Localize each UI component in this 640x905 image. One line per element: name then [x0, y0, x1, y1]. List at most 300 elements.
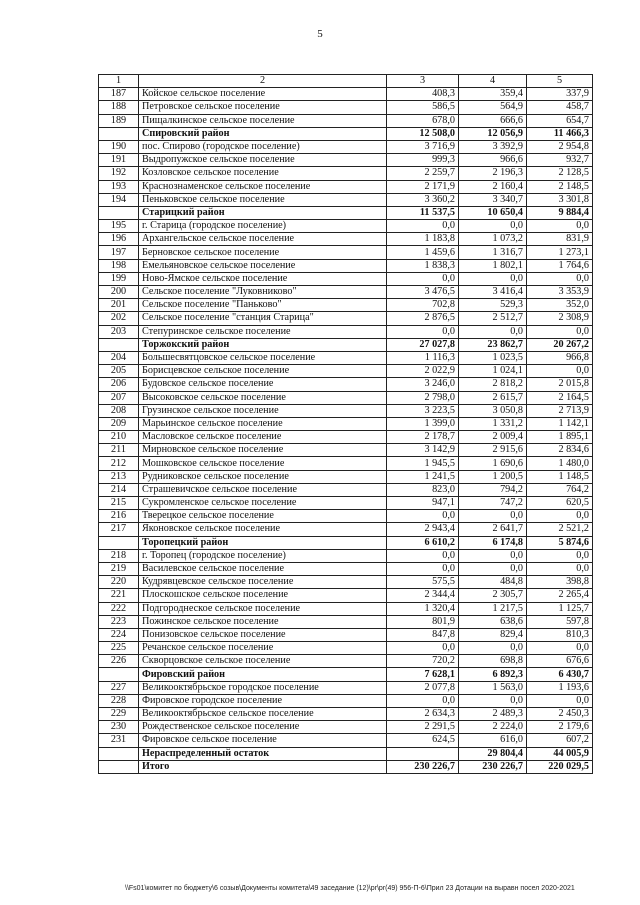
value-col3: 1 459,6: [387, 246, 459, 259]
settlement-name: пос. Спирово (городское поселение): [139, 140, 387, 153]
value-col4: 1 331,2: [459, 417, 527, 430]
value-col3: [387, 747, 459, 760]
row-number: 199: [99, 272, 139, 285]
value-col4: 0,0: [459, 510, 527, 523]
row-number: 190: [99, 140, 139, 153]
row-number: 212: [99, 457, 139, 470]
table-row: [99, 154, 593, 167]
value-col3: 2 077,8: [387, 681, 459, 694]
value-col4: 0,0: [459, 325, 527, 338]
value-col3: 12 508,0: [387, 127, 459, 140]
settlement-name: Рождественское сельское поселение: [139, 721, 387, 734]
value-col5: 0,0: [527, 220, 593, 233]
row-number: [99, 206, 139, 219]
table-row: [99, 602, 593, 615]
row-number: 216: [99, 510, 139, 523]
value-col5: 1 148,5: [527, 470, 593, 483]
settlement-name: Фировское сельское поселение: [139, 734, 387, 747]
value-col4: 616,0: [459, 734, 527, 747]
settlement-name: Торжокский район: [139, 338, 387, 351]
table-row: [99, 193, 593, 206]
table-row: [99, 497, 593, 510]
settlement-name: Плоскошское сельское поселение: [139, 589, 387, 602]
value-col3: 999,3: [387, 154, 459, 167]
value-col5: 3 353,9: [527, 286, 593, 299]
row-number: 227: [99, 681, 139, 694]
table-row: [99, 721, 593, 734]
row-number: [99, 536, 139, 549]
table-row: [99, 404, 593, 417]
value-col3: 408,3: [387, 88, 459, 101]
value-col5: 2 164,5: [527, 391, 593, 404]
row-number: 207: [99, 391, 139, 404]
row-number: 205: [99, 365, 139, 378]
value-col5: 6 430,7: [527, 668, 593, 681]
row-number: [99, 338, 139, 351]
value-col3: 624,5: [387, 734, 459, 747]
value-col3: 0,0: [387, 642, 459, 655]
value-col5: 966,8: [527, 351, 593, 364]
table-row: [99, 431, 593, 444]
settlement-name: Козловское сельское поселение: [139, 167, 387, 180]
row-number: 224: [99, 628, 139, 641]
table-row: [99, 325, 593, 338]
row-number: 189: [99, 114, 139, 127]
row-number: 188: [99, 101, 139, 114]
row-number: 196: [99, 233, 139, 246]
table-row: [99, 549, 593, 562]
row-number: [99, 668, 139, 681]
table-row: [99, 483, 593, 496]
row-number: 197: [99, 246, 139, 259]
value-col4: 23 862,7: [459, 338, 527, 351]
value-col3: 678,0: [387, 114, 459, 127]
value-col3: 1 320,4: [387, 602, 459, 615]
value-col4: 747,2: [459, 497, 527, 510]
value-col4: 1 690,6: [459, 457, 527, 470]
row-number: 219: [99, 562, 139, 575]
value-col5: 0,0: [527, 365, 593, 378]
district-row: [99, 338, 593, 351]
settlement-name: Высоковское сельское поселение: [139, 391, 387, 404]
value-col5: 2 265,4: [527, 589, 593, 602]
table-row: [99, 444, 593, 457]
value-col3: 1 183,8: [387, 233, 459, 246]
value-col4: 638,6: [459, 615, 527, 628]
value-col5: 932,7: [527, 154, 593, 167]
table-row: [99, 220, 593, 233]
row-number: 215: [99, 497, 139, 510]
value-col3: 2 634,3: [387, 708, 459, 721]
value-col3: 1 116,3: [387, 351, 459, 364]
total-row: [99, 747, 593, 760]
row-number: 204: [99, 351, 139, 364]
settlement-name: Петровское сельское поселение: [139, 101, 387, 114]
district-row: [99, 536, 593, 549]
row-number: 198: [99, 259, 139, 272]
value-col5: 620,5: [527, 497, 593, 510]
value-col5: 2 148,5: [527, 180, 593, 193]
value-col4: 2 009,4: [459, 431, 527, 444]
value-col4: 0,0: [459, 694, 527, 707]
value-col4: 2 615,7: [459, 391, 527, 404]
settlement-name: Мошковское сельское поселение: [139, 457, 387, 470]
table-row: [99, 180, 593, 193]
table-row: [99, 140, 593, 153]
value-col3: 575,5: [387, 576, 459, 589]
row-number: 211: [99, 444, 139, 457]
value-col4: 6 892,3: [459, 668, 527, 681]
settlement-name: Фировский район: [139, 668, 387, 681]
row-number: 230: [99, 721, 139, 734]
value-col3: 2 171,9: [387, 180, 459, 193]
value-col4: 6 174,8: [459, 536, 527, 549]
table-row: [99, 233, 593, 246]
table-row: [99, 88, 593, 101]
value-col4: 29 804,4: [459, 747, 527, 760]
value-col4: 2 818,2: [459, 378, 527, 391]
total-row: [99, 760, 593, 773]
table-row: [99, 365, 593, 378]
row-number: 226: [99, 655, 139, 668]
value-col4: 3 050,8: [459, 404, 527, 417]
settlement-name: Сельское поселение "станция Старица": [139, 312, 387, 325]
row-number: 203: [99, 325, 139, 338]
settlement-name: Торопецкий район: [139, 536, 387, 549]
value-col5: 44 005,9: [527, 747, 593, 760]
column-header: 3: [387, 75, 459, 88]
table-row: [99, 351, 593, 364]
value-col4: 529,3: [459, 299, 527, 312]
table-row: [99, 286, 593, 299]
value-col5: 1 142,1: [527, 417, 593, 430]
file-path-footer: \\Fs01\комитет по бюджету\6 созыв\Документы комитета\49 заседание (12)\рr\рr(49) 956-П-6\Прил 23 Дотации на выравн посел 2020-2021: [125, 885, 575, 892]
table-header-row: [99, 75, 593, 88]
value-col5: 607,2: [527, 734, 593, 747]
column-header: 1: [99, 75, 139, 88]
value-col3: 230 226,7: [387, 760, 459, 773]
table-row: [99, 681, 593, 694]
settlement-name: Марьинское сельское поселение: [139, 417, 387, 430]
table-row: [99, 470, 593, 483]
value-col4: 2 489,3: [459, 708, 527, 721]
value-col4: 3 340,7: [459, 193, 527, 206]
value-col3: 2 259,7: [387, 167, 459, 180]
table-row: [99, 642, 593, 655]
value-col3: 3 476,5: [387, 286, 459, 299]
table-row: [99, 708, 593, 721]
row-number: 229: [99, 708, 139, 721]
value-col3: 2 291,5: [387, 721, 459, 734]
district-row: [99, 206, 593, 219]
table-row: [99, 510, 593, 523]
value-col4: 2 196,3: [459, 167, 527, 180]
value-col4: 1 316,7: [459, 246, 527, 259]
value-col3: 720,2: [387, 655, 459, 668]
value-col4: 0,0: [459, 549, 527, 562]
value-col3: 0,0: [387, 562, 459, 575]
value-col4: 2 160,4: [459, 180, 527, 193]
row-number: 209: [99, 417, 139, 430]
row-number: 221: [99, 589, 139, 602]
row-number: 218: [99, 549, 139, 562]
value-col4: 0,0: [459, 220, 527, 233]
value-col3: 1 838,3: [387, 259, 459, 272]
value-col3: 947,1: [387, 497, 459, 510]
row-number: 187: [99, 88, 139, 101]
settlement-name: Итого: [139, 760, 387, 773]
value-col4: 666,6: [459, 114, 527, 127]
settlement-name: Скворцовское сельское поселение: [139, 655, 387, 668]
value-col4: 698,8: [459, 655, 527, 668]
value-col4: 1 563,0: [459, 681, 527, 694]
settlement-name: Масловское сельское поселение: [139, 431, 387, 444]
value-col5: 831,9: [527, 233, 593, 246]
table-row: [99, 378, 593, 391]
value-col4: 2 915,6: [459, 444, 527, 457]
value-col4: 1 217,5: [459, 602, 527, 615]
settlement-name: Койское сельское поселение: [139, 88, 387, 101]
value-col4: 966,6: [459, 154, 527, 167]
settlement-name: Сельское поселение "Паньково": [139, 299, 387, 312]
table-row: [99, 734, 593, 747]
value-col3: 2 022,9: [387, 365, 459, 378]
settlement-name: Пеньковское сельское поселение: [139, 193, 387, 206]
table-row: [99, 417, 593, 430]
settlement-name: Спировский район: [139, 127, 387, 140]
value-col3: 3 360,2: [387, 193, 459, 206]
value-col3: 2 798,0: [387, 391, 459, 404]
settlement-name: Степуринское сельское поселение: [139, 325, 387, 338]
value-col3: 27 027,8: [387, 338, 459, 351]
table-row: [99, 562, 593, 575]
column-header: 2: [139, 75, 387, 88]
value-col5: 1 125,7: [527, 602, 593, 615]
settlement-name: Краснознаменское сельское поселение: [139, 180, 387, 193]
row-number: 194: [99, 193, 139, 206]
table-row: [99, 523, 593, 536]
table-row: [99, 391, 593, 404]
value-col5: 0,0: [527, 549, 593, 562]
row-number: [99, 127, 139, 140]
value-col5: 5 874,6: [527, 536, 593, 549]
value-col5: 458,7: [527, 101, 593, 114]
table-row: [99, 694, 593, 707]
value-col4: 2 224,0: [459, 721, 527, 734]
settlement-name: Емельяновское сельское поселение: [139, 259, 387, 272]
row-number: 217: [99, 523, 139, 536]
row-number: 222: [99, 602, 139, 615]
value-col4: 359,4: [459, 88, 527, 101]
column-header: 5: [527, 75, 593, 88]
district-row: [99, 668, 593, 681]
row-number: 206: [99, 378, 139, 391]
value-col5: 0,0: [527, 325, 593, 338]
table-row: [99, 576, 593, 589]
table-row: [99, 628, 593, 641]
value-col4: 484,8: [459, 576, 527, 589]
value-col3: 1 241,5: [387, 470, 459, 483]
row-number: 200: [99, 286, 139, 299]
value-col4: 794,2: [459, 483, 527, 496]
value-col5: 810,3: [527, 628, 593, 641]
value-col4: 1 802,1: [459, 259, 527, 272]
value-col5: 352,0: [527, 299, 593, 312]
settlement-name: Рудниковское сельское поселение: [139, 470, 387, 483]
value-col3: 1 399,0: [387, 417, 459, 430]
row-number: [99, 747, 139, 760]
row-number: 195: [99, 220, 139, 233]
value-col5: 2 521,2: [527, 523, 593, 536]
settlement-name: Подгороднеское сельское поселение: [139, 602, 387, 615]
value-col5: 0,0: [527, 694, 593, 707]
value-col3: 2 344,4: [387, 589, 459, 602]
value-col3: 0,0: [387, 549, 459, 562]
value-col4: 2 305,7: [459, 589, 527, 602]
value-col3: 2 876,5: [387, 312, 459, 325]
value-col4: 1 073,2: [459, 233, 527, 246]
value-col5: 11 466,3: [527, 127, 593, 140]
column-header: 4: [459, 75, 527, 88]
settlement-name: Речанское сельское поселение: [139, 642, 387, 655]
settlement-name: Нераспределенный остаток: [139, 747, 387, 760]
row-number: 210: [99, 431, 139, 444]
value-col3: 3 716,9: [387, 140, 459, 153]
value-col5: 1 480,0: [527, 457, 593, 470]
settlement-name: Тверецкое сельское поселение: [139, 510, 387, 523]
value-col4: 1 024,1: [459, 365, 527, 378]
row-number: 214: [99, 483, 139, 496]
value-col5: 1 273,1: [527, 246, 593, 259]
settlement-name: Старицкий район: [139, 206, 387, 219]
settlement-name: Пожинское сельское поселение: [139, 615, 387, 628]
value-col3: 3 246,0: [387, 378, 459, 391]
value-col5: 2 954,8: [527, 140, 593, 153]
settlement-name: г. Торопец (городское поселение): [139, 549, 387, 562]
value-col3: 6 610,2: [387, 536, 459, 549]
value-col5: 2 834,6: [527, 444, 593, 457]
value-col5: 0,0: [527, 510, 593, 523]
value-col3: 1 945,5: [387, 457, 459, 470]
value-col5: 3 301,8: [527, 193, 593, 206]
value-col3: 3 142,9: [387, 444, 459, 457]
value-col5: 654,7: [527, 114, 593, 127]
value-col5: 2 713,9: [527, 404, 593, 417]
value-col3: 11 537,5: [387, 206, 459, 219]
table-row: [99, 615, 593, 628]
settlement-name: Василевское сельское поселение: [139, 562, 387, 575]
row-number: 202: [99, 312, 139, 325]
row-number: 231: [99, 734, 139, 747]
row-number: 220: [99, 576, 139, 589]
value-col3: 7 628,1: [387, 668, 459, 681]
value-col3: 0,0: [387, 220, 459, 233]
value-col5: 2 179,6: [527, 721, 593, 734]
settlement-name: Берновское сельское поселение: [139, 246, 387, 259]
settlement-name: Мирновское сельское поселение: [139, 444, 387, 457]
page-number: 5: [317, 28, 323, 40]
settlement-name: г. Старица (городское поселение): [139, 220, 387, 233]
value-col5: 1 193,6: [527, 681, 593, 694]
value-col3: 0,0: [387, 272, 459, 285]
value-col5: 220 029,5: [527, 760, 593, 773]
row-number: 193: [99, 180, 139, 193]
table-row: [99, 259, 593, 272]
district-row: [99, 127, 593, 140]
settlement-name: Архангельское сельское поселение: [139, 233, 387, 246]
row-number: 228: [99, 694, 139, 707]
value-col3: 0,0: [387, 510, 459, 523]
value-col3: 2 943,4: [387, 523, 459, 536]
value-col3: 586,5: [387, 101, 459, 114]
settlement-name: Кудрявцевское сельское поселение: [139, 576, 387, 589]
value-col3: 801,9: [387, 615, 459, 628]
row-number: 213: [99, 470, 139, 483]
value-col4: 0,0: [459, 562, 527, 575]
value-col4: 564,9: [459, 101, 527, 114]
value-col4: 0,0: [459, 272, 527, 285]
row-number: 223: [99, 615, 139, 628]
value-col5: 2 015,8: [527, 378, 593, 391]
value-col4: 0,0: [459, 642, 527, 655]
row-number: [99, 760, 139, 773]
settlement-name: Грузинское сельское поселение: [139, 404, 387, 417]
table-row: [99, 272, 593, 285]
row-number: 225: [99, 642, 139, 655]
value-col4: 1 023,5: [459, 351, 527, 364]
value-col5: 2 450,3: [527, 708, 593, 721]
table-row: [99, 589, 593, 602]
settlement-name: Великооктябрьское сельское поселение: [139, 708, 387, 721]
value-col3: 2 178,7: [387, 431, 459, 444]
table-row: [99, 457, 593, 470]
value-col3: 0,0: [387, 325, 459, 338]
row-number: 191: [99, 154, 139, 167]
value-col5: 0,0: [527, 642, 593, 655]
value-col5: 337,9: [527, 88, 593, 101]
value-col5: 2 128,5: [527, 167, 593, 180]
value-col4: 230 226,7: [459, 760, 527, 773]
settlement-name: Яконовское сельское поселение: [139, 523, 387, 536]
value-col3: 847,8: [387, 628, 459, 641]
value-col5: 0,0: [527, 562, 593, 575]
value-col4: 3 392,9: [459, 140, 527, 153]
value-col4: 2 641,7: [459, 523, 527, 536]
row-number: 208: [99, 404, 139, 417]
value-col5: 20 267,2: [527, 338, 593, 351]
settlement-name: Ново-Ямское сельское поселение: [139, 272, 387, 285]
settlement-name: Будовское сельское поселение: [139, 378, 387, 391]
settlement-name: Выдропужское сельское поселение: [139, 154, 387, 167]
value-col3: 0,0: [387, 694, 459, 707]
value-col5: 2 308,9: [527, 312, 593, 325]
settlement-name: Страшевичское сельское поселение: [139, 483, 387, 496]
value-col3: 702,8: [387, 299, 459, 312]
value-col5: 676,6: [527, 655, 593, 668]
value-col5: 764,2: [527, 483, 593, 496]
value-col5: 1 764,6: [527, 259, 593, 272]
table-row: [99, 655, 593, 668]
row-number: 201: [99, 299, 139, 312]
table-row: [99, 299, 593, 312]
value-col5: 0,0: [527, 272, 593, 285]
table-row: [99, 101, 593, 114]
value-col4: 2 512,7: [459, 312, 527, 325]
value-col4: 829,4: [459, 628, 527, 641]
settlement-name: Сельское поселение "Луковниково": [139, 286, 387, 299]
settlement-name: Большесвятцовское сельское поселение: [139, 351, 387, 364]
value-col3: 823,0: [387, 483, 459, 496]
